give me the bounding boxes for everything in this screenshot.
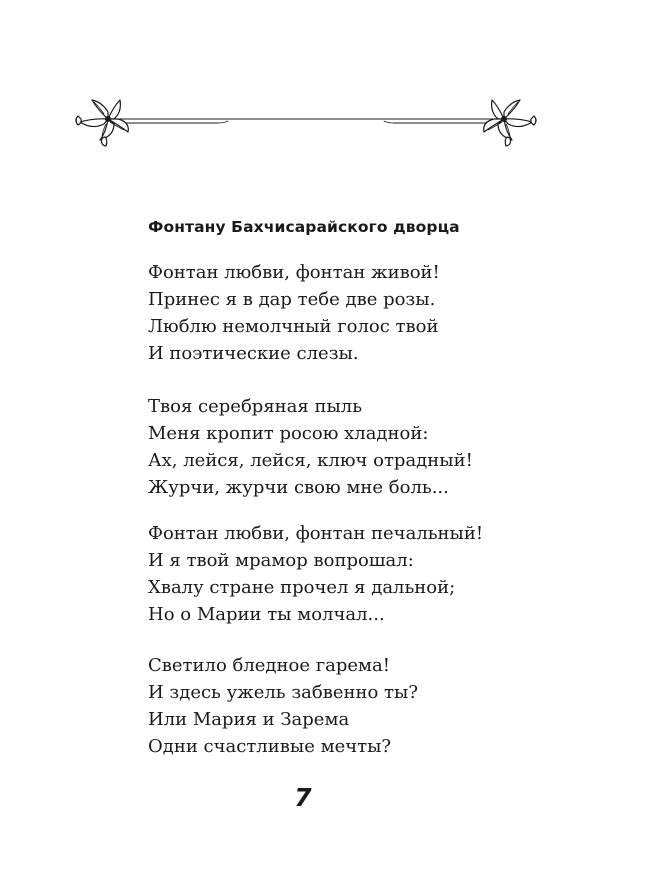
stanza-2	[148, 393, 473, 501]
stanza-3	[148, 520, 483, 628]
page-number: 7	[294, 783, 312, 812]
poem-line: Меня кропит росою хладной:	[148, 423, 429, 444]
flower-left-icon	[76, 100, 128, 146]
poem-line: Или Мария и Зарема	[148, 709, 350, 730]
poem-line: Твоя серебряная пыль	[148, 396, 363, 417]
stanza-4	[148, 652, 418, 760]
poem-line: Люблю немолчный голос твой	[148, 316, 439, 337]
poem-line: Фонтан любви, фонтан живой!	[148, 262, 440, 283]
header-ornament	[72, 92, 540, 150]
poem-line: Журчи, журчи свою мне боль...	[148, 477, 449, 498]
poem-line: И здесь ужель забвенно ты?	[148, 682, 418, 703]
poem-line: И поэтические слезы.	[148, 343, 359, 364]
ornament-rules	[108, 119, 504, 123]
stanza-1	[148, 259, 440, 367]
poem-line: Но о Марии ты молчал...	[148, 604, 385, 625]
poem-line: Фонтан любви, фонтан печальный!	[148, 523, 484, 544]
flower-right-icon	[484, 100, 536, 146]
poem-line: Хвалу стране прочел я дальной;	[148, 577, 456, 598]
poem-line: Ах, лейся, лейся, ключ отрадный!	[148, 450, 473, 471]
poem-line: Принес я в дар тебе две розы.	[148, 289, 436, 310]
poem-title: Фонтану Бахчисарайского дворца	[148, 218, 460, 236]
poem-line: И я твой мрамор вопрошал:	[148, 550, 414, 571]
poem-line: Светило бледное гарема!	[148, 655, 391, 676]
poem-line: Одни счастливые мечты?	[148, 736, 392, 757]
